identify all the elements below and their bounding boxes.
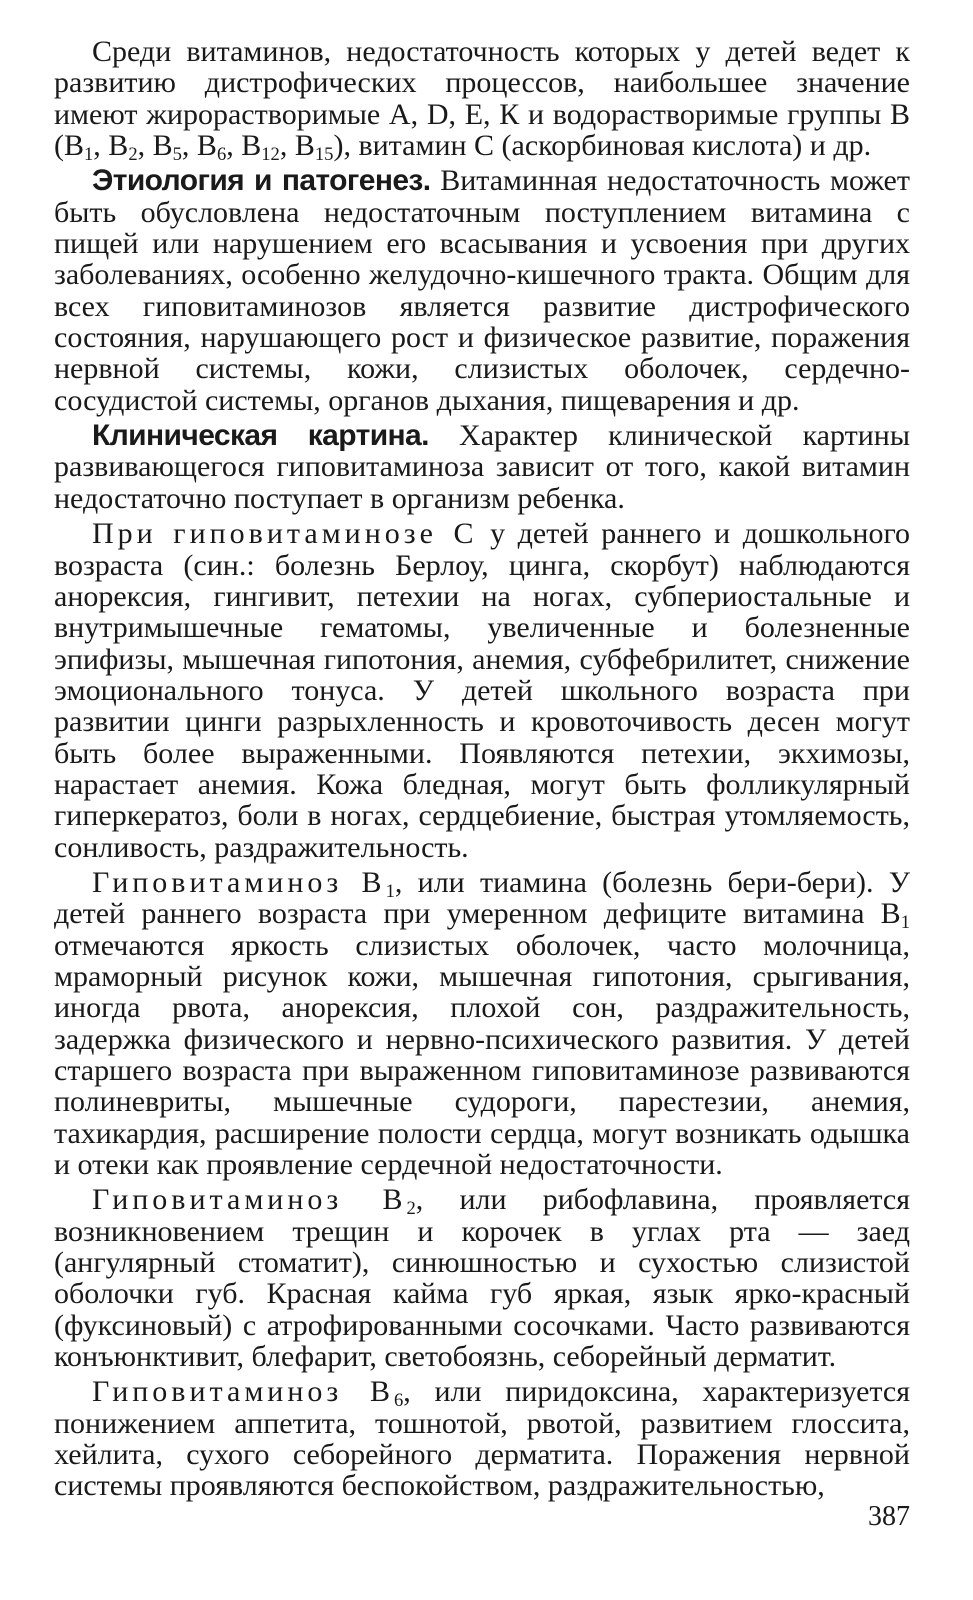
- paragraph-vitamins-intro: [54, 35, 910, 166]
- section-heading-etiology: Этиология и патогенез.: [92, 164, 431, 198]
- subscript: 2: [406, 1198, 416, 1220]
- paragraph-text: , или рибофлавина, проявляется возникновением трещин и корочек в углах рта — заед (ангулярный стоматит), синюшностью и сухостью слизистой оболочки губ. Красная кайма губ яркая, язык ярко-красный (фуксиновый) с атрофированными сосочками. Часто развиваются конъюнктивит, блефарит, светобоязнь, себорейный дерматит.: [54, 1183, 910, 1374]
- paragraph-hypovitaminosis-b6: [54, 1376, 910, 1501]
- paragraph-hypovitaminosis-b1: [54, 867, 910, 1180]
- paragraph-hypovitaminosis-c: [54, 518, 910, 863]
- paragraph-text: у детей раннего и дошкольного возраста (син.: болезнь Берлоу, цинга, скорбут) наблюдаются анорексия, гингивит, петехии на ногах, субпериостальные и внутримышечные гематомы, увеличенные и болезненные эпифизы, мышечная гипотония, анемия, субфебрилитет, снижение эмоционального тонуса. У детей школьного возраста при развитии цинги разрыхленность и кровоточивость десен могут быть более выраженными. Появляются петехии, экхимозы, нарастает анемия. Кожа бледная, могут быть фолликулярный гиперкератоз, боли в ногах, сердцебиение, быстрая утомляемость, сонливость, раздражительность.: [54, 517, 910, 864]
- term-hypovitaminosis-b6: Гиповитаминоз B: [92, 1375, 394, 1409]
- subscript: 6: [216, 144, 227, 166]
- subscript: 1: [84, 144, 94, 166]
- paragraph-text: отмечаются яркость слизистых оболочек, часто молочница, мраморный рисунок кожи, мышечная гипотония, срыгивания, иногда рвота, анорексия, плохой сон, раздражительность, задержка физического и нервно-психического развития. У детей старшего возраста при выраженном гиповитаминозе развиваются полиневриты, мышечные судороги, парестезии, анемия, тахикардия, расширение полости сердца, могут возникать одышка и отеки как проявление сердечной недостаточности.: [54, 928, 910, 1182]
- paragraph-text: , B: [137, 129, 173, 163]
- paragraph-text: , B: [93, 129, 129, 163]
- paragraph-text: , B: [181, 129, 217, 163]
- term-hypovitaminosis-b1: Гиповитаминоз B: [92, 865, 386, 899]
- subscript: 1: [385, 880, 395, 902]
- paragraph-text: ), витамин С (аскорбиновая кислота) и др.: [333, 129, 872, 163]
- paragraph-hypovitaminosis-b2: [54, 1184, 910, 1372]
- paragraph-text: Среди витаминов, недостаточность которых у детей ведет к развитию дистрофических процессов, наибольшее значение имеют жирорастворимые А, D, Е, К и водорастворимые группы В (B: [54, 35, 910, 163]
- paragraph-text: Витаминная недостаточность может быть обусловлена недостаточным поступлением витамина с пищей или нарушением его всасывания и усвоения при других заболеваниях, особенно желудочно-кишечного тракта. Общим для всех гиповитаминозов является развитие дистрофического состояния, нарушающего рост и физическое развитие, поражения нервной системы, кожи, слизистых оболочек, сердечно-сосудистой системы, органов дыхания, пищеварения и др.: [54, 164, 910, 417]
- paragraph-text: , B: [279, 129, 315, 163]
- paragraph-text: Характер клинической картины развивающегося гиповитаминоза зависит от того, какой витамин недостаточно поступает в организм ребенка.: [54, 419, 910, 515]
- page-number: 387: [868, 1501, 910, 1532]
- subscript: 1: [900, 912, 910, 934]
- paragraph-etiology: [54, 165, 910, 416]
- subscript: 2: [128, 144, 138, 166]
- section-heading-clinical-picture: Клиническая картина.: [92, 419, 429, 453]
- paragraph-text: , или пиридоксина, характеризуется понижением аппетита, тошнотой, рвотой, развитием глоссита, хейлита, сухого себорейного дерматита. Поражения нервной системы проявляются беспокойством, раздражительностью,: [54, 1375, 911, 1503]
- term-hypovitaminosis-c: При гиповитаминозе С: [92, 517, 478, 551]
- subscript: 15: [314, 144, 334, 166]
- subscript: 6: [393, 1390, 404, 1412]
- page-body: [54, 36, 910, 1502]
- subscript: 12: [261, 144, 280, 166]
- subscript: 5: [172, 144, 182, 166]
- paragraph-text: , или тиамина (болезнь бери-бери). У детей раннего возраста при умеренном дефиците витамина B: [54, 865, 911, 931]
- term-hypovitaminosis-b2: Гиповитаминоз B: [92, 1183, 407, 1217]
- paragraph-clinical-picture: [54, 420, 910, 514]
- paragraph-text: , B: [226, 129, 262, 163]
